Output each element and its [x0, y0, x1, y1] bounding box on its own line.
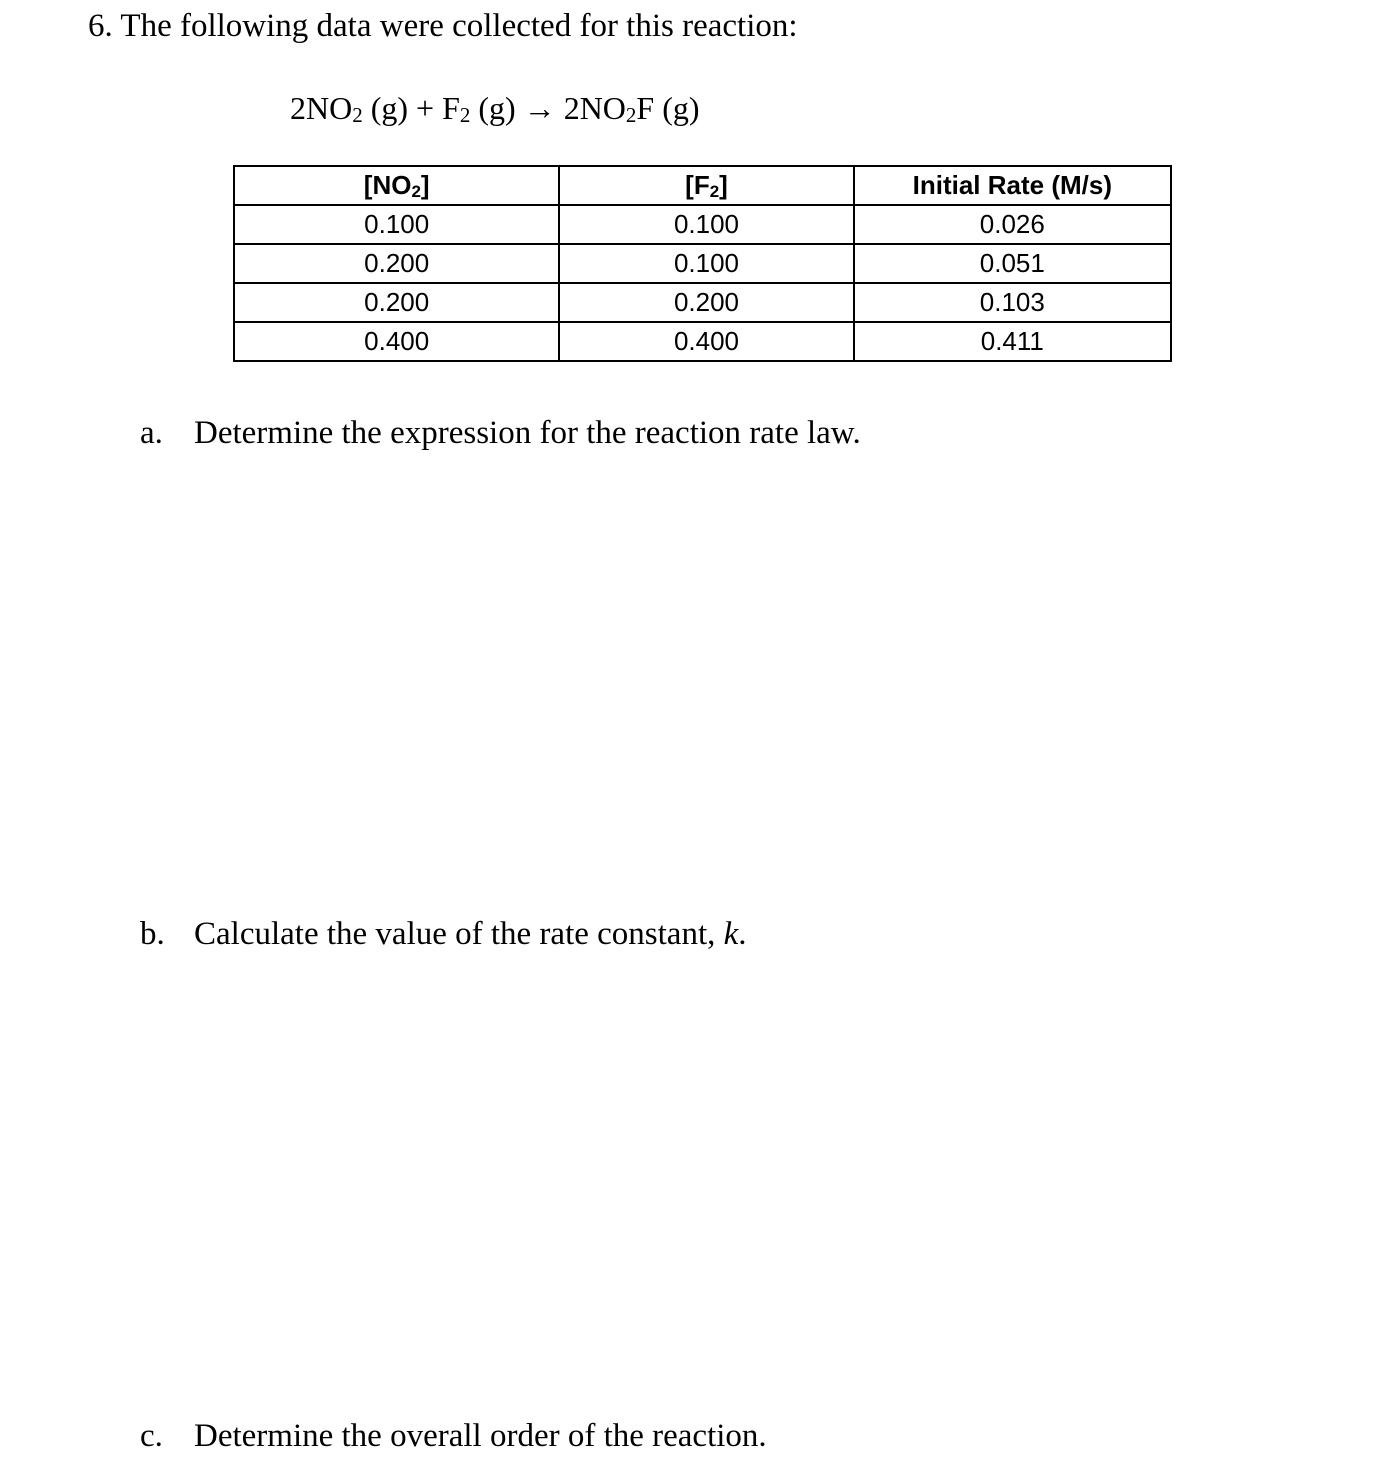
- chemical-equation: [290, 86, 700, 130]
- reactant-f2-state: (g): [478, 90, 516, 126]
- rate-constant-variable: k: [723, 916, 739, 952]
- cell-rate: 0.051: [854, 244, 1171, 283]
- reaction-arrow-icon: →: [523, 90, 556, 126]
- part-b-marker: b.: [140, 916, 165, 952]
- table-row: [234, 205, 1171, 244]
- header-initial-rate: Initial Rate (M/s): [854, 166, 1171, 205]
- part-a-marker: a.: [140, 415, 163, 451]
- question-number: 6.: [88, 8, 113, 44]
- cell-f2: 0.400: [559, 322, 853, 361]
- table-row: [234, 322, 1171, 361]
- reactant-f2: F: [442, 90, 460, 126]
- reactant-no2: 2NO: [290, 90, 353, 126]
- cell-no2: 0.200: [234, 283, 559, 322]
- cell-rate: 0.103: [854, 283, 1171, 322]
- question-heading: [88, 4, 798, 48]
- cell-rate: 0.026: [854, 205, 1171, 244]
- cell-no2: 0.100: [234, 205, 559, 244]
- table-row: [234, 283, 1171, 322]
- part-a-question: [140, 411, 861, 455]
- rate-data-table: [233, 165, 1172, 362]
- product-suffix: F (g): [636, 90, 700, 126]
- header-no2-concentration: $[NO_2]$: [234, 166, 559, 205]
- cell-f2: 0.100: [559, 205, 853, 244]
- part-b-question: [140, 912, 747, 956]
- part-c-text: Determine the overall order of the reaction.: [194, 1418, 767, 1454]
- product-prefix: 2NO: [563, 90, 626, 126]
- reactant-no2-subscript: 2: [352, 103, 363, 127]
- product-subscript: 2: [625, 103, 637, 127]
- cell-f2: 0.100: [559, 244, 853, 283]
- cell-rate: 0.411: [854, 322, 1171, 361]
- header-f2-concentration: $[F_2]$: [559, 166, 853, 205]
- cell-f2: 0.200: [559, 283, 853, 322]
- reactant-f2-subscript: 2: [459, 103, 471, 127]
- cell-no2: 0.200: [234, 244, 559, 283]
- question-text: The following data were collected for this reaction:: [120, 8, 798, 44]
- part-a-text: Determine the expression for the reaction rate law.: [194, 415, 861, 451]
- part-c-question: [140, 1414, 767, 1458]
- table-row: [234, 244, 1171, 283]
- part-c-marker: c.: [140, 1418, 163, 1454]
- cell-no2: 0.400: [234, 322, 559, 361]
- part-b-text: Calculate the value of the rate constant,: [194, 916, 724, 952]
- reactant-no2-state: (g) +: [370, 90, 435, 126]
- part-b-period: .: [738, 916, 747, 952]
- table-header-row: [234, 166, 1171, 205]
